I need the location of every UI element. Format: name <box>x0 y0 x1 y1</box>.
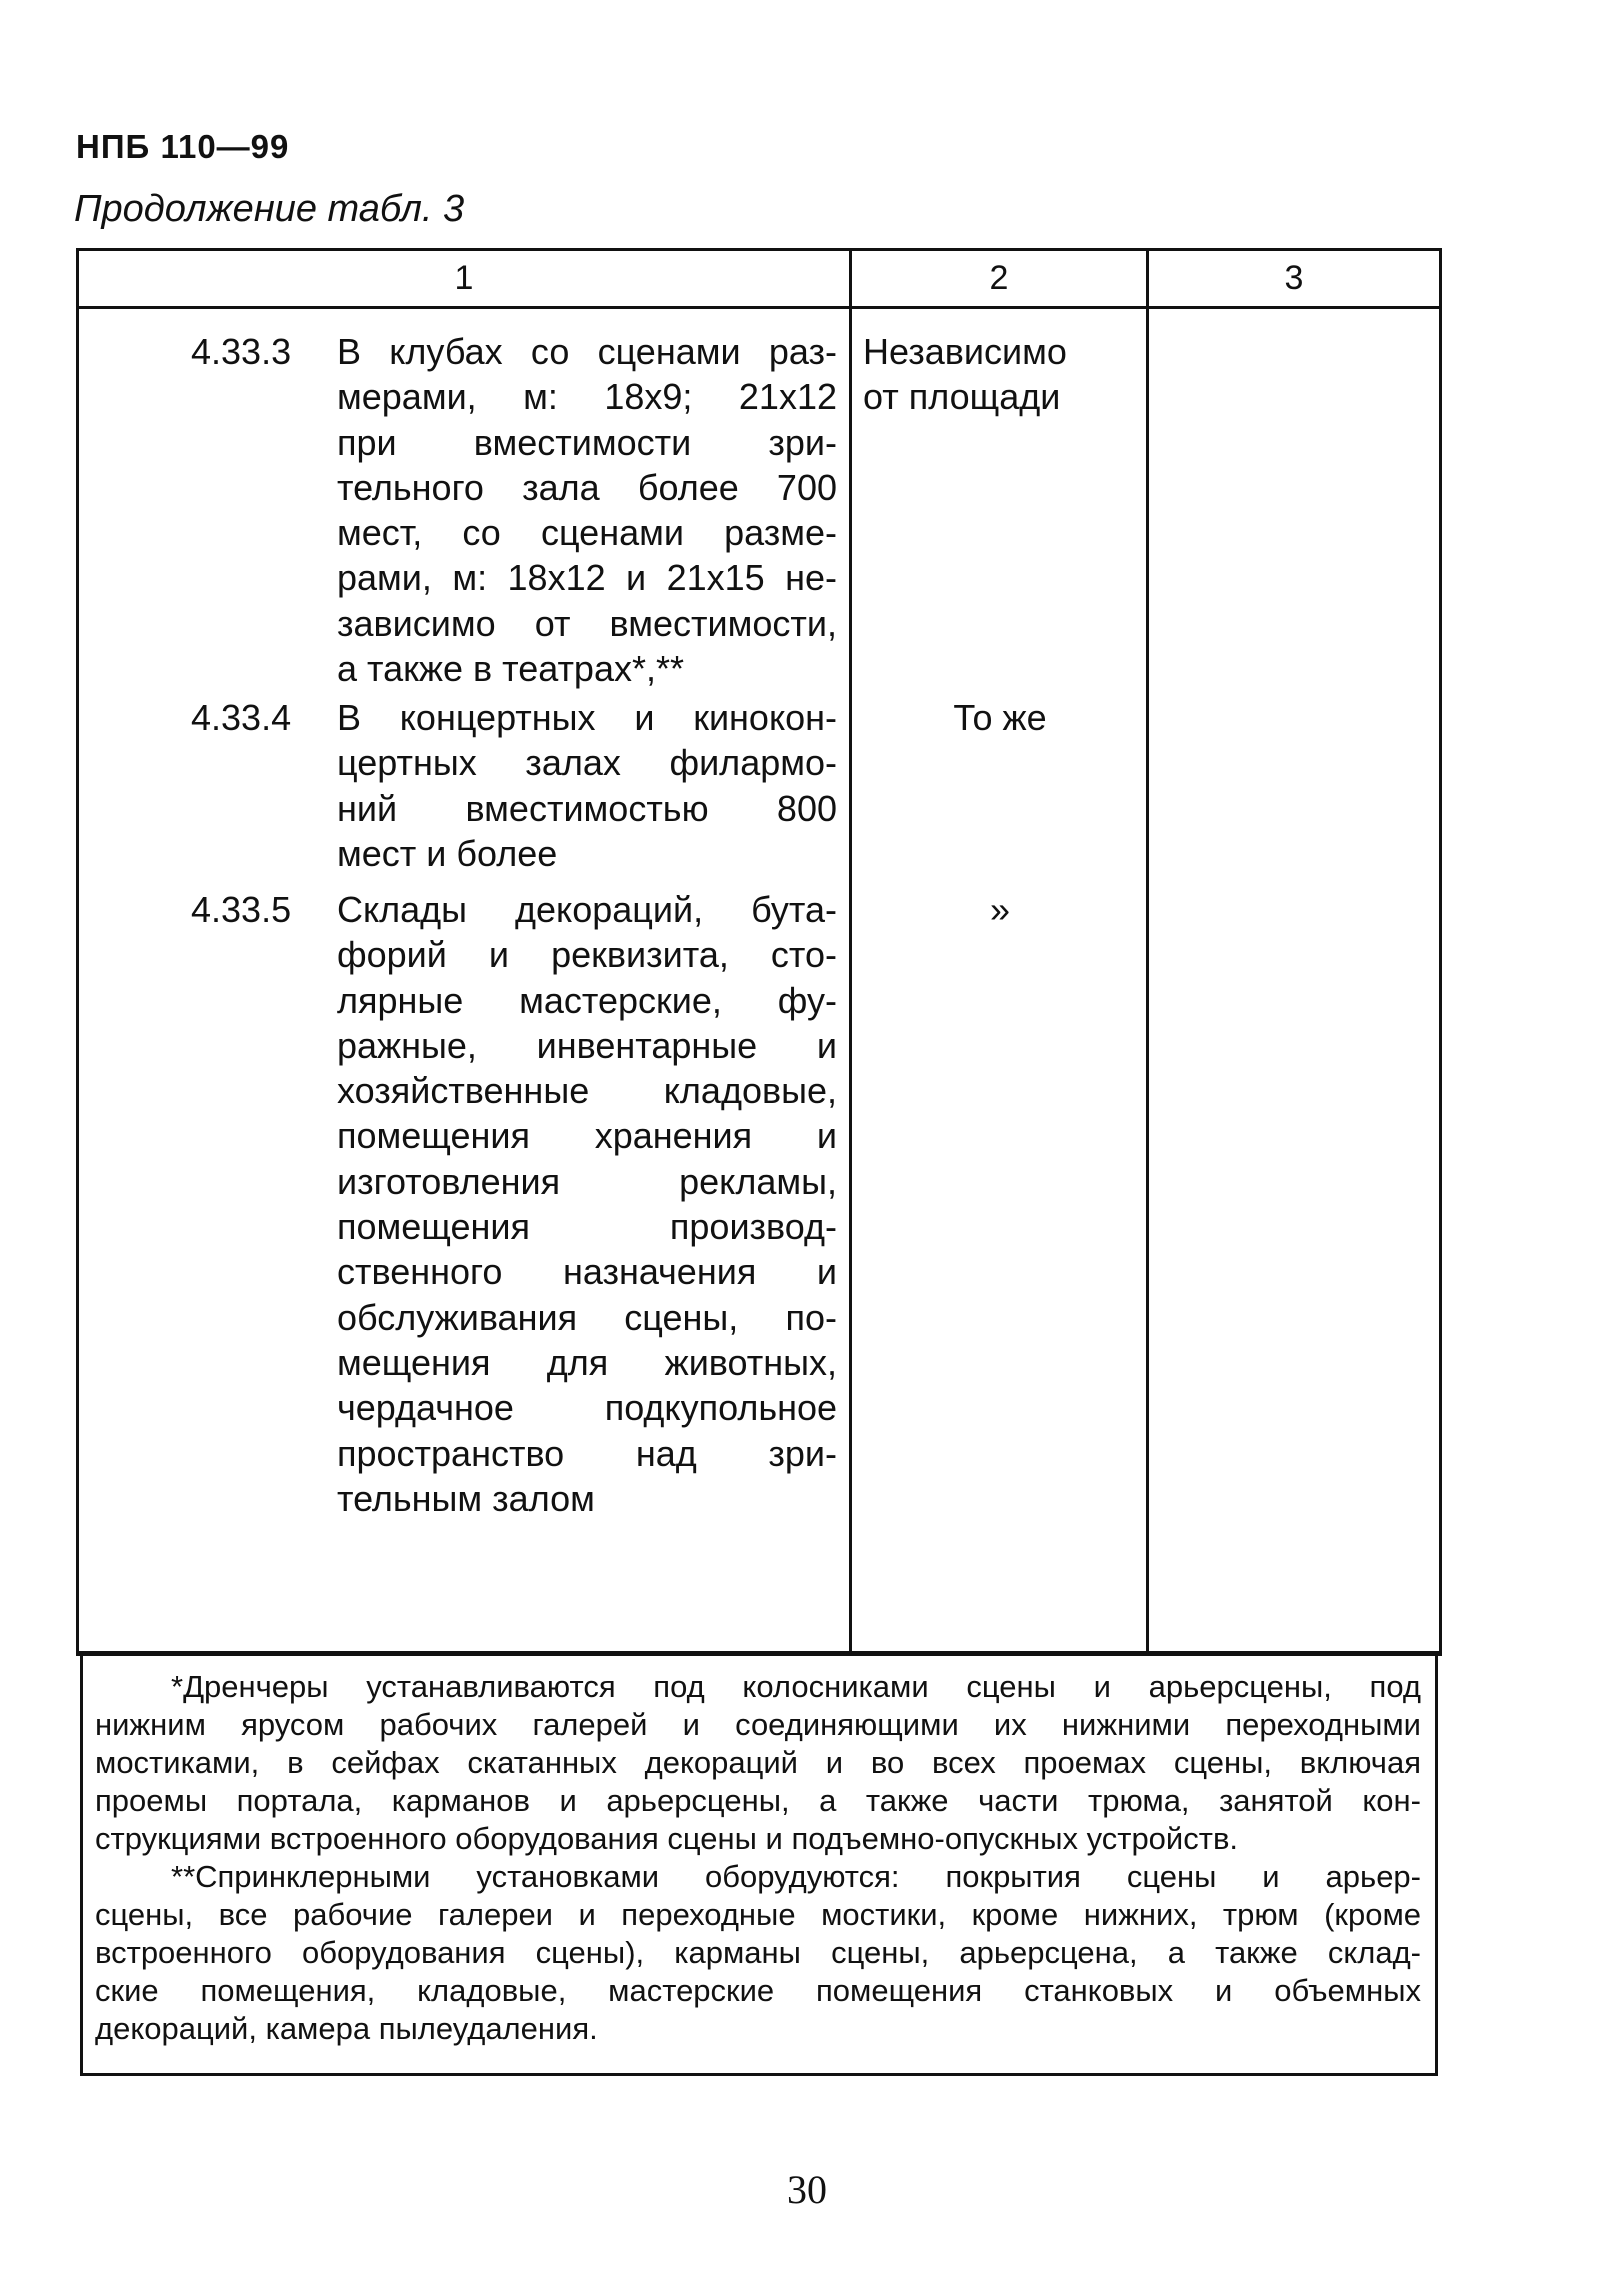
text-line: изготовления рекламы, <box>337 1160 837 1202</box>
text-line: помещения производ- <box>337 1206 837 1248</box>
text-line: форий и реквизита, сто- <box>337 934 837 976</box>
text-line: В клубах со сценами раз- <box>337 331 837 372</box>
footnote-separator <box>79 1651 1439 1654</box>
column-header-1: 1 <box>454 259 474 297</box>
continuation-caption: Продолжение табл. 3 <box>74 188 465 230</box>
table-header-row <box>79 251 1439 309</box>
footnote-line: нижним ярусом рабочих галерей и соединяющими их нижними переходными <box>95 1707 1421 1742</box>
row-number-4-33-4: 4.33.4 <box>191 697 292 738</box>
col2-4-33-3 <box>863 329 1133 419</box>
text-line: цертных залах филармо- <box>337 742 837 784</box>
column-divider-2 <box>1146 251 1149 1651</box>
footnote-line: ские помещения, кладовые, мастерские помещения станковых и объемных <box>95 1973 1421 2008</box>
text-line: пространство над зри- <box>337 1432 837 1474</box>
row-text-4-33-5 <box>337 887 837 1521</box>
text-line: ний вместимостью 800 <box>337 787 837 829</box>
text-line: хозяйственные кладовые, <box>337 1070 837 1112</box>
row-number-4-33-3: 4.33.3 <box>191 331 292 372</box>
text-line: при вместимости зри- <box>337 421 837 463</box>
footnote-line: мостиками, в сейфах скатанных декораций и во всех проемах сцены, включая <box>95 1745 1421 1780</box>
text-line: а также в театрах*,** <box>337 648 685 690</box>
row-text-4-33-3 <box>337 329 837 691</box>
page-number: 30 <box>787 2167 827 2212</box>
col2-4-33-5: » <box>989 889 1011 930</box>
footnote-line: **Спринклерными установками оборудуются: покрытия сцены и арьер- <box>171 1859 1421 1894</box>
text-line: рами, м: 18х12 и 21х15 не- <box>337 557 837 599</box>
column-divider-1 <box>849 251 852 1651</box>
col2-line: от площади <box>863 376 1061 417</box>
main-table <box>76 248 1442 1656</box>
col2-4-33-4: То же <box>953 697 1047 738</box>
table-footnotes <box>80 1656 1438 2076</box>
text-line: В концертных и кинокон- <box>337 697 837 738</box>
text-line: Склады декораций, бута- <box>337 889 837 930</box>
text-line: чердачное подкупольное <box>337 1387 837 1429</box>
text-line: ственного назначения и <box>337 1251 837 1293</box>
column-header-2: 2 <box>989 259 1009 297</box>
text-line: мест и более <box>337 832 558 874</box>
text-line: ражные, инвентарные и <box>337 1024 837 1066</box>
text-line: обслуживания сцены, по- <box>337 1296 837 1338</box>
footnote-line: *Дренчеры устанавливаются под колосниками сцены и арьерсцены, под <box>171 1669 1421 1704</box>
row-text-4-33-4 <box>337 695 837 876</box>
row-number-4-33-5: 4.33.5 <box>191 889 292 930</box>
col2-line: Независимо <box>863 331 1067 372</box>
footnote-line: встроенного оборудования сцены), карманы сцены, арьерсцена, а также склад- <box>95 1935 1421 1970</box>
document-code: НПБ 110—99 <box>76 128 290 165</box>
footnote-line: декораций, камера пылеудаления. <box>95 2011 598 2046</box>
footnote-line: струкциями встроенного оборудования сцены и подъемно-опускных устройств. <box>95 1821 1239 1856</box>
text-line: мерами, м: 18х9; 21х12 <box>337 376 837 418</box>
text-line: мещения для животных, <box>337 1341 837 1383</box>
text-line: тельным залом <box>337 1477 595 1519</box>
text-line: тельного зала более 700 <box>337 466 837 508</box>
text-line: лярные мастерские, фу- <box>337 979 837 1021</box>
column-header-3: 3 <box>1284 259 1304 297</box>
footnote-line: сцены, все рабочие галереи и переходные мостики, кроме нижних, трюм (кроме <box>95 1897 1421 1932</box>
text-line: мест, со сценами разме- <box>337 512 837 554</box>
text-line: зависимо от вместимости, <box>337 602 837 644</box>
text-line: помещения хранения и <box>337 1115 837 1157</box>
footnote-line: проемы портала, карманов и арьерсцены, а также части трюма, занятой кон- <box>95 1783 1421 1818</box>
